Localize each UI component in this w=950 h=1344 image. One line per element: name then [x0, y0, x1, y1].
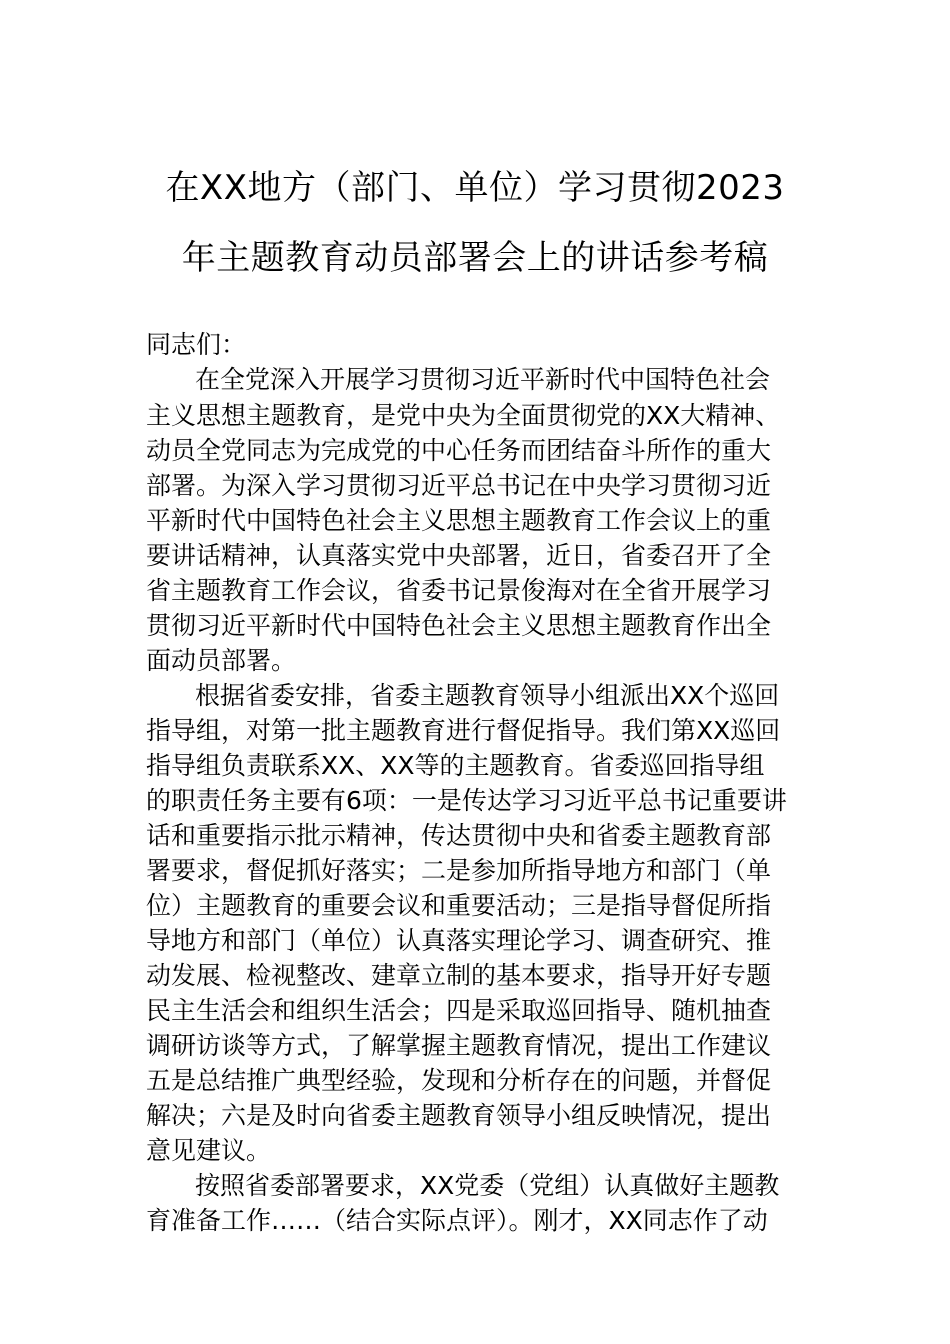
paragraph-line: 平新时代中国特色社会主义思想主题教育工作会议上的重 — [146, 506, 772, 535]
paragraph-line: 指导组，对第一批主题教育进行督促指导。我们第XX巡回 — [146, 716, 781, 745]
paragraph-line: 导地方和部门（单位）认真落实理论学习、调查研究、推 — [146, 926, 772, 955]
paragraph-line: 省主题教育工作会议，省委书记景俊海对在全省开展学习 — [146, 576, 772, 605]
paragraph-line: 面动员部署。 — [146, 646, 297, 675]
paragraph-line: 根据省委安排，省委主题教育领导小组派出XX个巡回 — [195, 681, 780, 710]
paragraph-line: 意见建议。 — [146, 1136, 272, 1165]
paragraph-line: 民主生活会和组织生活会；四是采取巡回指导、随机抽查 — [146, 996, 772, 1025]
paragraph-line: 动发展、检视整改、建章立制的基本要求，指导开好专题 — [146, 961, 772, 990]
paragraph-line: 按照省委部署要求，XX党委（党组）认真做好主题教 — [195, 1171, 780, 1200]
paragraph-line: 贯彻习近平新时代中国特色社会主义思想主题教育作出全 — [146, 611, 772, 640]
salutation: 同志们： — [146, 330, 247, 359]
paragraph-line: 部署。为深入学习贯彻习近平总书记在中央学习贯彻习近 — [146, 471, 772, 500]
paragraph-line: 调研访谈等方式，了解掌握主题教育情况，提出工作建议 — [146, 1031, 772, 1060]
document-title-line-2: 年主题教育动员部署会上的讲话参考稿 — [181, 238, 769, 278]
paragraph-line: 署要求，督促抓好落实；二是参加所指导地方和部门（单 — [146, 856, 772, 885]
document-title-line-1: 在XX地方（部门、单位）学习贯彻2023 — [165, 168, 785, 208]
paragraph-line: 在全党深入开展学习贯彻习近平新时代中国特色社会 — [195, 365, 771, 394]
paragraph-line: 要讲话精神，认真落实党中央部署，近日，省委召开了全 — [146, 541, 772, 570]
paragraph-line: 育准备工作……（结合实际点评）。刚才，XX同志作了动 — [146, 1206, 768, 1235]
paragraph-line: 位）主题教育的重要会议和重要活动；三是指导督促所指 — [146, 891, 772, 920]
paragraph-line: 话和重要指示批示精神，传达贯彻中央和省委主题教育部 — [146, 821, 772, 850]
paragraph-line: 解决；六是及时向省委主题教育领导小组反映情况，提出 — [146, 1101, 772, 1130]
paragraph-line: 动员全党同志为完成党的中心任务而团结奋斗所作的重大 — [146, 436, 772, 465]
paragraph-line: 五是总结推广典型经验，发现和分析存在的问题，并督促 — [146, 1066, 772, 1095]
paragraph-line: 的职责任务主要有6项：一是传达学习习近平总书记重要讲 — [146, 786, 787, 815]
paragraph-line: 主义思想主题教育，是党中央为全面贯彻党的XX大精神、 — [146, 401, 781, 430]
paragraph-line: 指导组负责联系XX、XX等的主题教育。省委巡回指导组 — [146, 751, 765, 780]
